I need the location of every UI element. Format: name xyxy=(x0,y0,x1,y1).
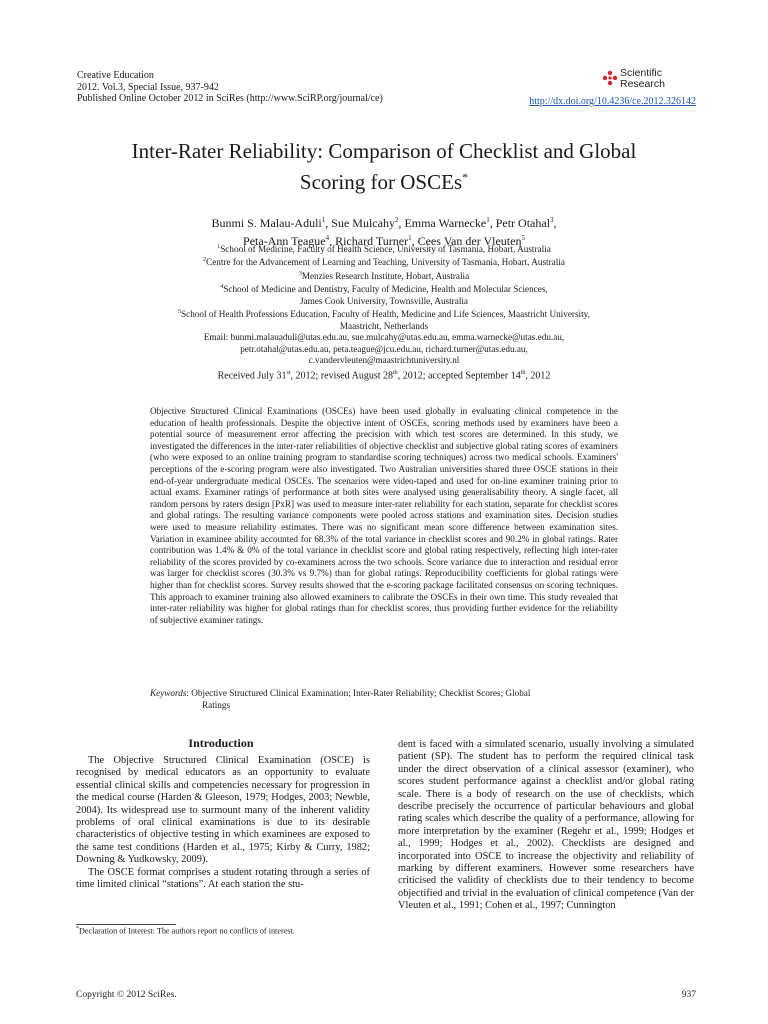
author: Peta-Ann Teague$^4$, xyxy=(243,233,336,248)
section-heading-introduction: Introduction xyxy=(188,736,254,750)
title-footnote-mark: * xyxy=(462,170,469,184)
footnote-divider xyxy=(76,924,176,925)
affiliation: $^4$School of Medicine and Dentistry, Faculty of Medicine, Health and Molecular Sciences, James Cook University, Townsville, Australia xyxy=(220,284,548,306)
page-number: 937 xyxy=(681,990,696,1000)
email-line: petr.otahal@utas.edu.au, peta.teague@jcu.edu.au, richard.turner@utas.edu.au, xyxy=(240,343,528,354)
author: Petr Otahal$^3$, xyxy=(495,216,557,230)
paper-title: Inter-Rater Reliability: Comparison of Checklist and Global Scoring for OSCEs* xyxy=(131,139,637,194)
logo-wordmark: Scientific Research xyxy=(620,67,665,90)
doi-link[interactable]: http://dx.doi.org/10.4236/ce.2012.326142 xyxy=(529,96,696,107)
affiliation: $^5$School of Health Professions Education, Faculty of Health, Medicine and Life Sciences, Maastricht University, Maastricht, Netherlands xyxy=(178,309,590,331)
email-line: Email: bunmi.malauaduli@utas.edu.au, sue.mulcahy@utas.edu.au, emma.warnecke@utas.edu.au, xyxy=(203,332,565,343)
affiliation: $^1$School of Medicine, Faculty of Health Science, University of Tasmania, Hobart, Australia xyxy=(217,244,551,255)
journal-volume: 2012. Vol.3, Special Issue, 937-942 xyxy=(77,81,219,93)
author: Bunmi S. Malau-Aduli$^1$, xyxy=(211,216,332,230)
body-column-left xyxy=(76,755,370,891)
publisher-logo-icon xyxy=(602,70,618,86)
journal-name: Creative Education xyxy=(77,70,154,81)
received-dates: Received July 31st, 2012; revised August 28th, 2012; accepted September 14th, 2012 xyxy=(217,370,551,382)
scientific-research-logo xyxy=(600,66,700,94)
author: Sue Mulcahy$^2$, xyxy=(331,216,405,230)
author: Richard Turner$^1$, xyxy=(335,233,418,248)
journal-header xyxy=(77,70,383,105)
affiliation: $^3$Menzies Research Institute, Hobart, Australia xyxy=(298,270,470,281)
paragraph: The OSCE format comprises a student rotating through a series of time limited clinical “stations”. At each station the stu- xyxy=(76,866,370,891)
abstract: Objective Structured Clinical Examinations (OSCEs) have been used globally in evaluating clinical competence in the education of health professionals. Despite the objective intent of OSCEs, scoring methods used by examiners have been a potential source of measurement error affecting the precision with which test scores are determined. In this study, we investigated the differences in the inter-rater reliabilities of objective checklist and subjective global rating scores of examiners (who were exposed to an online training program to standardise scoring techniques) across two medical schools. Examiners' perceptions of the e-scoring program were also investigated. Two Australian universities shared three OSCE stations in their end-of-year undergraduate medical OSCEs. The scenarios were video-taped and used for on-line examiner training prior to actual exams. Examiner ratings of performance at both sites were analysed using generalisability theory. A single facet, all random persons by raters design [PxR] was used to measure inter-rater reliability for each station, separate for checklist scores and global ratings. The resulting variance components were pooled across stations and examination sites. Decision studies were used to measure reliability estimates. There was no significant mean score difference between examination sites. Variation in examinee ability accounted for 68.3% of the total variance in checklist scores and 90.2% in global ratings. Rater contribution was 1.4% & 0% of the total variance in checklist score and global rating respectively, reflecting high inter-rater reliability of the scores provided by co-examiners across the two schools. Score variance due to interaction and residual error was larger for checklist scores (30.3% vs 9.7%) than for global ratings. Reproducibility coefficients for global ratings were higher than for checklist scores. Survey results showed that the e-scoring package facilitated consensus on scoring techniques. This approach to examiner training also allowed examiners to calibrate the OSCEs in their own time. This study revealed that inter-rater reliability was higher for global ratings than for checklist scores, thus providing further evidence for the reliability of subjective examiner ratings. xyxy=(150,406,618,625)
copyright: Copyright © 2012 SciRes. xyxy=(76,990,177,1000)
keywords-label: Keywords xyxy=(150,688,187,698)
body-column-right: dent is faced with a simulated scenario, usually involving a simulated patient (SP). The student has to perform the required clinical task under the direct observation of a clinical assessor (examiner), who scores student performance against a checklist and/or global rating scale. There is a body of research on the use of checklists, which describe precisely the occurrence of particular behaviours and global rating scales which describe the quality of a performance, allowing for more interpretation by the examiner (Regehr et al., 1999; Hodges et al., 1999; Hodges et al., 2002). Checklists are designed and incorporated into OSCE to increase the objectivity and reliability of marking by different examiners. However some researchers have criticised the validity of checklists due to their tendency to become objectified and trivial in the evaluation of clinical competence (Van der Vleuten et al., 1991; Cohen et al., 1997; Cunnington xyxy=(398,739,695,912)
affiliations xyxy=(90,242,678,366)
affiliation: $^2$Centre for the Advancement of Learning and Teaching, University of Tasmania, Hobart, Australia xyxy=(203,257,565,268)
publication-info: Published Online October 2012 in SciRes (http://www.SciRP.org/journal/ce) xyxy=(77,93,383,104)
author: Cees Van der Vleuten$^5$ xyxy=(417,233,525,248)
keywords: Keywords: Objective Structured Clinical Examination; Inter-Rater Reliability; Checklist Scores; Global Ratings xyxy=(150,688,531,710)
paragraph: The Objective Structured Clinical Examination (OSCE) is recognised by medical educators as an opportunity to evaluate essential clinical skills and competencies necessary for progression in the medical course (Harden & Gleeson, 1979; Hodges, 2003; Newble, 2004). Its widespread use to surmount many of the inherent validity problems of oral clinical examinations is due to its desirable characteristics of objective testing in which examinees are exposed to the same test conditions (Harden et al., 1975; Kirby & Curry, 1982; Downing & Yudkowsky, 2009). xyxy=(76,755,370,866)
email-line: c.vandervleuten@maastrichtuniversity.nl xyxy=(308,354,460,365)
author: Emma Warnecke$^1$, xyxy=(404,216,496,230)
footnote: *Declaration of Interest: The authors report no conflicts of interest. xyxy=(76,926,295,936)
